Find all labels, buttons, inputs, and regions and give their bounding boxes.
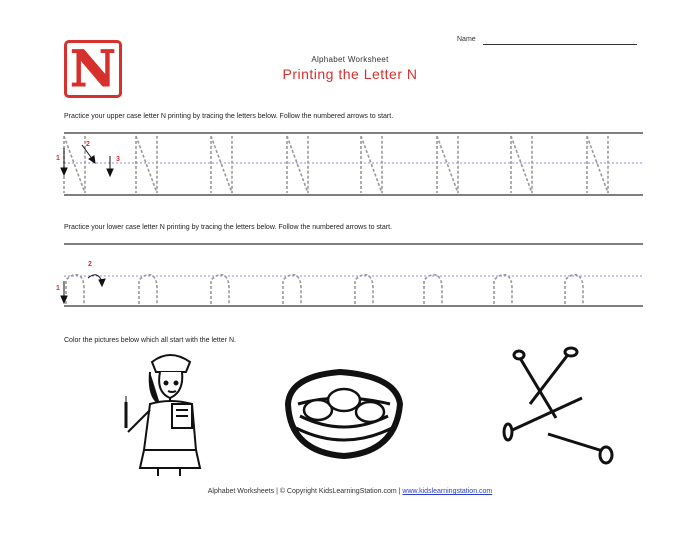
footer-link[interactable]: www.kidslearningstation.com	[402, 488, 493, 495]
lowercase-n-trace	[211, 275, 229, 304]
color-instructions: Color the pictures below which all start with the letter N.	[64, 337, 236, 344]
uppercase-n-trace	[437, 136, 458, 193]
footer-text: Alphabet Worksheets | © Copyright KidsLearningStation.com |	[207, 488, 401, 495]
worksheet-title: Printing the Letter N	[282, 66, 418, 82]
lower-case-instructions: Practice your lower case letter N printing by tracing the letters below. Follow the numbered arrows to start.	[64, 224, 392, 231]
upper-stroke-arrows	[61, 145, 113, 176]
lowercase-n-trace	[355, 275, 373, 304]
uppercase-n-trace	[64, 136, 85, 193]
logo-letter: N	[70, 39, 116, 98]
uppercase-n-trace	[511, 136, 532, 193]
upper-tracing-letters	[64, 136, 608, 193]
upper-arrow-number-1: 1	[56, 155, 60, 162]
lowercase-n-trace	[424, 275, 442, 304]
lower-arrow-number-2: 2	[88, 261, 92, 268]
lower-arrow-number-1: 1	[56, 285, 60, 292]
lower-tracing-letters	[66, 275, 583, 304]
uppercase-n-trace	[136, 136, 157, 193]
lowercase-n-trace	[494, 275, 512, 304]
uppercase-n-trace	[587, 136, 608, 193]
uppercase-n-trace	[287, 136, 308, 193]
lowercase-n-trace	[283, 275, 301, 304]
lowercase-n-trace	[565, 275, 583, 304]
footer	[0, 488, 700, 495]
nails-picture	[504, 348, 612, 463]
worksheet-subtitle: Alphabet Worksheet	[311, 55, 389, 64]
lowercase-n-trace	[66, 275, 84, 304]
upper-arrow-number-2: 2	[86, 141, 90, 148]
nurse-picture	[126, 355, 200, 476]
uppercase-n-trace	[211, 136, 232, 193]
upper-case-instructions: Practice your upper case letter N printing by tracing the letters below. Follow the numbered arrows to start.	[64, 113, 394, 120]
name-label: Name	[457, 36, 476, 43]
nest-picture	[288, 372, 400, 456]
upper-arrow-number-3: 3	[116, 156, 120, 163]
uppercase-n-trace	[361, 136, 382, 193]
lowercase-n-trace	[139, 275, 157, 304]
